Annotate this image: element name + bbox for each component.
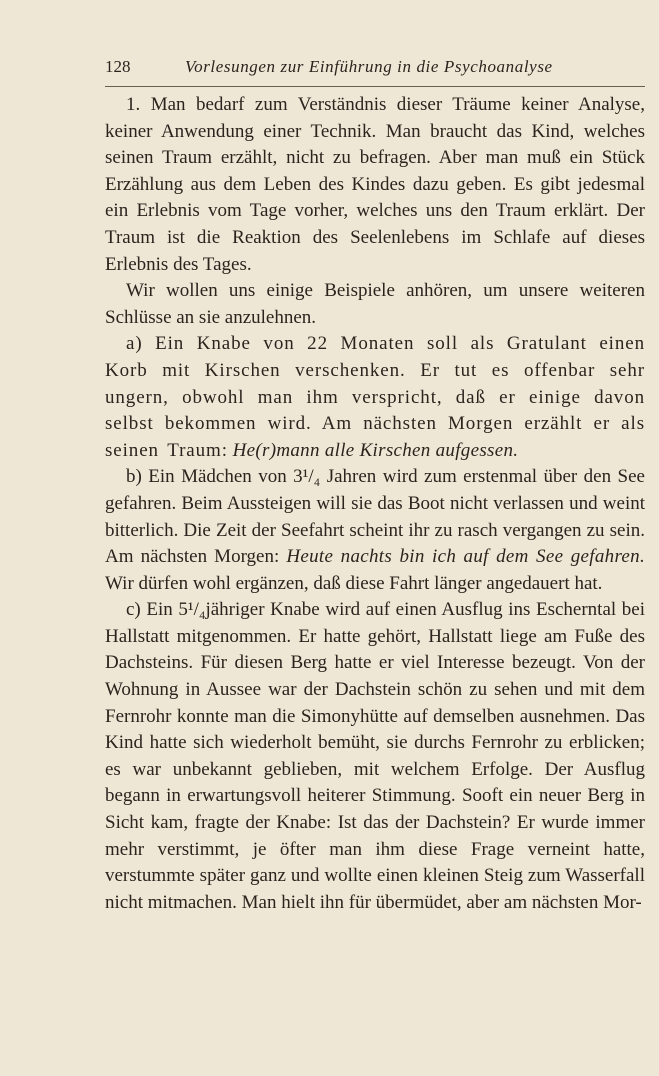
header-rule [105,86,645,87]
example-a-dream-quote: He(r)mann alle Kirschen aufgessen. [232,439,519,461]
paragraph-example-c [105,597,645,916]
paragraph-example-a [105,331,645,464]
example-b-dream-quote: Heute nachts bin ich auf dem See gefahren. [286,546,646,568]
paragraph-1-text: 1. Man bedarf zum Verständnis dieser Träume keiner Analyse, keiner Anwendung einer Technik. Man braucht das Kind, welches seinen Traum erzählt, nicht zu befragen. Aber man muß ein Stück Erzählung aus dem Leben des Kindes dazu geben. Es gibt jedesmal ein Erlebnis vom Tage vorher, welches uns den Traum erklärt. Der Traum ist die Reaktion des Seelenlebens im Schlafe auf dieses Erlebnis des Tages. [105,94,645,275]
example-a-text: a) Ein Knabe von 22 Monaten soll als Gratulant einen Korb mit Kirschen verschenken. Er tut es offenbar sehr ungern, obwohl man ihm verspricht, daß er einige davon selbst bekommen wird. Am nächsten Morgen erzählt er als seinen Traum: [105,333,645,461]
page-number: 128 [105,57,131,76]
example-b-text-after: Wir dürfen wohl ergänzen, daß diese Fahrt länger angedauert hat. [105,572,603,594]
paragraph-1 [105,92,645,278]
page-header [105,57,645,85]
example-c-text: c) Ein 5¹/₄jähriger Knabe wird auf einen Ausflug ins Escherntal bei Hallstatt mitgenommen. Er hatte gehört, Hallstatt liege am Fuße des Dachsteins. Für diesen Berg hatte er viel Interesse bezeugt. Von der Wohnung in Aussee war der Dachstein schön zu sehen und mit dem Fernrohr konnte man die Simonyhütte auf demselben ausnehmen. Das Kind hatte sich wiederholt bemüht, sie durchs Fernrohr zu erblicken; es war unbekannt geblieben, mit welchem Erfolge. Der Ausflug begann in erwartungsvoll heiterer Stimmung. Sooft ein neuer Berg in Sicht kam, fragte der Knabe: Ist das der Dachstein? Er wurde immer mehr verstimmt, je öfter man ihm diese Frage verneint hatte, verstummte später ganz und wollte einen kleinen Steig zum Wasserfall nicht mitmachen. Man hielt ihn für übermüdet, aber am nächsten Mor- [105,599,645,913]
paragraph-2 [105,278,645,331]
example-b-text: b) Ein Mädchen von 3¹/₄ Jahren wird zum erstenmal über den See gefahren. Beim Aussteigen will sie das Boot nicht verlassen und weint bitterlich. Die Zeit der Seefahrt scheint ihr zu rasch vergangen zu sein. Am nächsten Morgen: [105,466,645,568]
paragraph-2-text: Wir wollen uns einige Beispiele anhören, um unsere weiteren Schlüsse an sie anzulehnen. [105,280,645,328]
body-text [105,92,645,916]
running-title: Vorlesungen zur Einführung in die Psychoanalyse [185,57,553,76]
paragraph-example-b [105,464,645,597]
